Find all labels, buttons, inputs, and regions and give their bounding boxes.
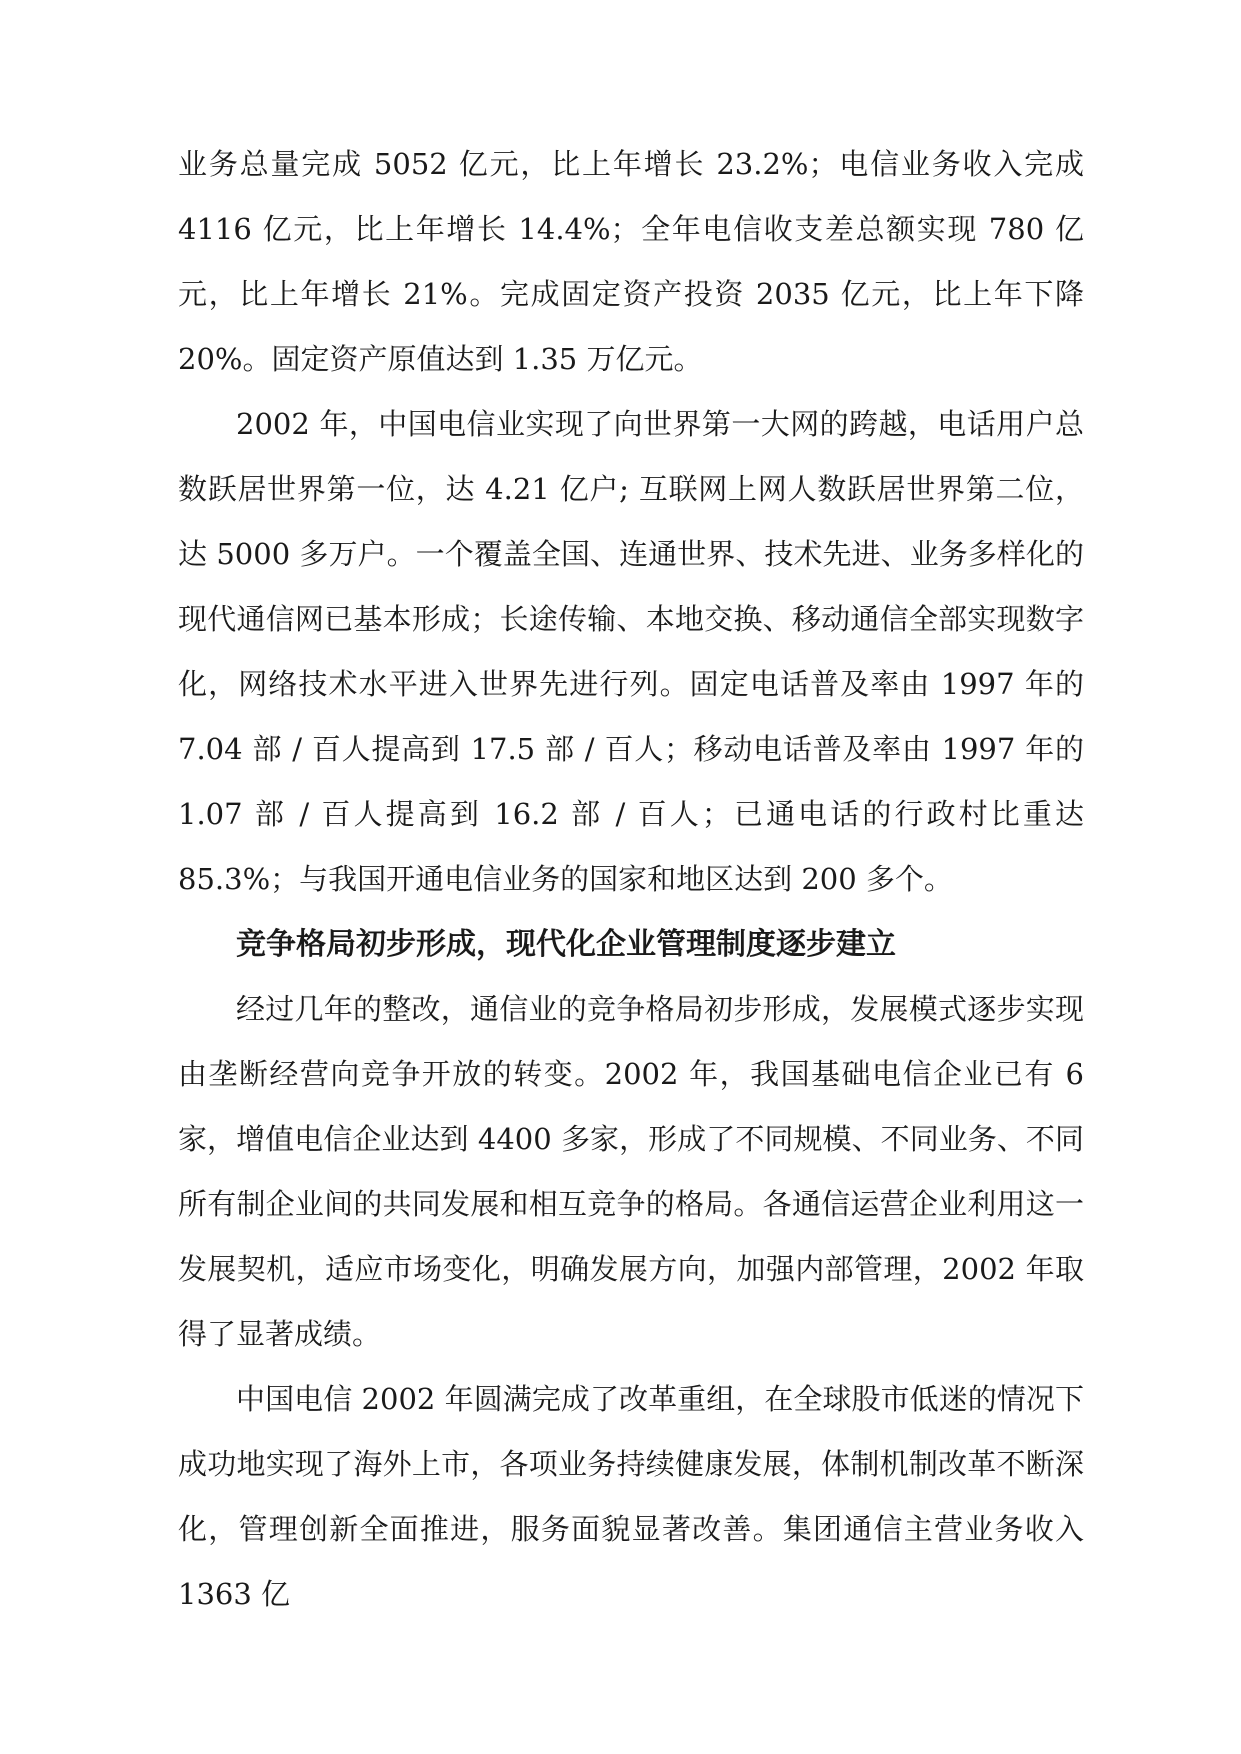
paragraph-network-growth: 2002 年，中国电信业实现了向世界第一大网的跨越，电话用户总数跃居世界第一位，达 4.21 亿户; 互联网上网人数跃居世界第二位，达 5000 多万户。一个覆盖全国、连通世界、技术先进、业务多样化的现代通信网已基本形成；长途传输、本地交换、移动通信全部实现数字化，网络技术水平进入世界先进行列。固定电话普及率由 1997 年的 7.04 部 / 百人提高到 17.5 部 / 百人；移动电话普及率由 1997 年的 1.07 部 / 百人提高到 16.2 部 / 百人；已通电话的行政村比重达 85.3%；与我国开通电信业务的国家和地区达到 200 多个。 (178, 407, 1084, 896)
paragraph-china-telecom: 中国电信 2002 年圆满完成了改革重组，在全球股市低迷的情况下成功地实现了海外上市，各项业务持续健康发展，体制机制改革不断深化，管理创新全面推进，服务面貌显著改善。集团通信主营业务收入 1363 亿 (178, 1382, 1084, 1611)
document-page (178, 132, 1084, 1627)
section-heading-competition: 竞争格局初步形成，现代化企业管理制度逐步建立 (236, 927, 896, 962)
paragraph-revenue-summary: 业务总量完成 5052 亿元，比上年增长 23.2%；电信业务收入完成 4116 亿元，比上年增长 14.4%；全年电信收支差总额实现 780 亿元，比上年增长 21%。完成固定资产投资 2035 亿元，比上年下降 20%。固定资产原值达到 1.35 万亿元。 (178, 147, 1084, 376)
paragraph-competition-pattern: 经过几年的整改，通信业的竞争格局初步形成，发展模式逐步实现由垄断经营向竞争开放的转变。2002 年，我国基础电信企业已有 6 家，增值电信企业达到 4400 多家，形成了不同规模、不同业务、不同所有制企业间的共同发展和相互竞争的格局。各通信运营企业利用这一发展契机，适应市场变化，明确发展方向，加强内部管理，2002 年取得了显著成绩。 (178, 992, 1084, 1351)
